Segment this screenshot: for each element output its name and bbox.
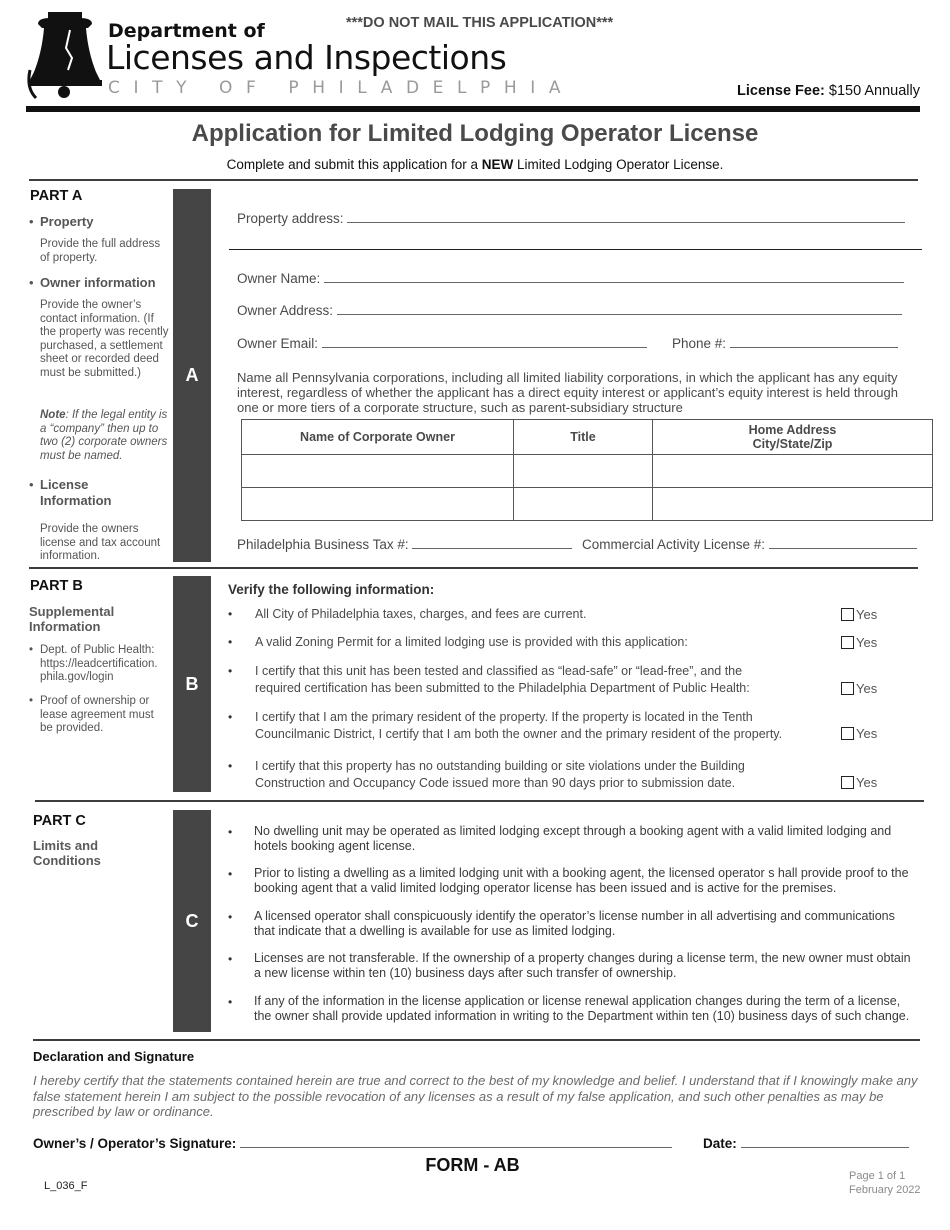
condition-item-3: A licensed operator shall conspicuously identify the operator’s license number in all advertising and communications that indicate that a dwelling is available for use as limited lodging. (254, 909, 895, 938)
phone-line[interactable] (730, 336, 898, 348)
commercial-activity-label: Commercial Activity License #: (582, 537, 766, 552)
revision-date: February 2022 (849, 1183, 921, 1196)
yes-label: Yes (856, 635, 878, 650)
property-address-label: Property address: (237, 211, 344, 226)
declaration-title: Declaration and Signature (33, 1049, 195, 1064)
condition-item-4: Licenses are not transferable. If the ownership of a property changes during a license term, the new owner must obtain a new license within ten (10) business days after such transfer of ownership. (254, 951, 911, 980)
business-tax-line[interactable] (412, 537, 572, 549)
yes-checkbox-primary-resident[interactable] (841, 726, 877, 741)
part-a-label: PART A (30, 188, 83, 204)
part-b-side-bullet-1 (29, 644, 168, 685)
bullet-dot: • (228, 867, 233, 881)
side-text-property: Provide the full address of property. (40, 238, 161, 264)
bullet-dot: • (228, 995, 233, 1009)
checkbox[interactable] (841, 682, 854, 695)
verify-item-violations (255, 758, 745, 791)
verify-item-primary-resident-line2: Councilmanic District, I certify that I am both the owner and the primary resident of the property. (255, 726, 783, 741)
license-fee-value: $150 Annually (828, 83, 920, 99)
owner-name-field[interactable] (237, 271, 904, 286)
bullet-dot: • (228, 710, 233, 724)
verify-item-primary-resident (255, 709, 782, 742)
yes-checkbox-zoning[interactable] (841, 635, 877, 650)
owner-email-line[interactable] (322, 336, 647, 348)
yes-label: Yes (856, 775, 878, 790)
table-header-row (242, 420, 933, 455)
commercial-activity-line[interactable] (769, 537, 917, 549)
note-text: : If the legal entity is a “company” then up to two (2) corporate owners must be named. (40, 409, 168, 462)
property-address-line-2[interactable] (229, 249, 922, 250)
header-home-address-line1: Home Address (748, 423, 837, 437)
verify-item-lead-safe (255, 663, 750, 696)
bullet-dot: • (228, 607, 233, 621)
yes-checkbox-taxes[interactable] (841, 607, 877, 622)
side-bullet-owner: • Owner information (40, 275, 156, 290)
date-line[interactable] (741, 1136, 909, 1148)
city-name: CITY OF PHILADELPHIA (108, 78, 575, 98)
owner-email-field[interactable] (237, 336, 647, 351)
bullet-dot: • (228, 952, 233, 966)
corporations-instructions: Name all Pennsylvania corporations, including all limited liability corporations, in which the applicant has any equity interest, regardless of whether the applicant has a direct equity interest or applicant’s equity interest is held through one or more tiers of a corporate structure, such as parent-subsidiary structure (237, 370, 898, 415)
license-fee-label: License Fee: (737, 83, 825, 99)
part-b-side-bullet-2 (29, 695, 168, 736)
note-label: Note (40, 409, 66, 421)
business-tax-label: Philadelphia Business Tax #: (237, 537, 409, 552)
page-number: Page 1 of 1 (849, 1170, 906, 1182)
department-line: Department of (108, 20, 265, 42)
corporate-owner-name-cell[interactable] (242, 455, 514, 488)
subtitle-text: Complete and submit this application for a (226, 157, 482, 172)
header-rule (26, 106, 920, 112)
corporate-owner-table (241, 419, 933, 521)
divider (33, 1039, 920, 1041)
business-tax-field[interactable] (237, 537, 572, 552)
checkbox[interactable] (841, 636, 854, 649)
page-info (849, 1170, 921, 1197)
form-title: FORM - AB (425, 1155, 520, 1175)
signature-label: Owner’s / Operator’s Signature: (33, 1136, 237, 1151)
table-row (242, 455, 933, 488)
checkbox[interactable] (841, 776, 854, 789)
verify-title: Verify the following information: (228, 582, 435, 597)
verify-item-zoning: A valid Zoning Permit for a limited lodging use is provided with this application: (255, 635, 688, 649)
part-b-bar: B (173, 576, 211, 792)
owner-address-field[interactable] (237, 303, 902, 318)
signature-line[interactable] (240, 1136, 672, 1148)
corporate-owner-name-cell[interactable] (242, 488, 514, 521)
side-note (40, 409, 172, 463)
side-bullet-property: • Property (40, 214, 93, 229)
yes-label: Yes (856, 726, 878, 741)
declaration-text: I hereby certify that the statements contained herein are true and correct to the best of my knowledge and belief. I understand that if I knowingly make any false statement herein I am subject to the possible revocation of any licenses as a result of my false application, and such other penalties as may be prescribed by law or ordinance. (33, 1073, 918, 1119)
part-c-bar: C (173, 810, 211, 1032)
verify-item-lead-safe-line1: I certify that this unit has been tested and classified as “lead-safe” or “lead-free”, and the (255, 664, 743, 678)
license-fee (737, 83, 920, 99)
proof-ownership-text: Proof of ownership or lease agreement must be provided. (40, 695, 154, 735)
part-b-subtitle: Supplemental Information (29, 604, 115, 634)
date-field[interactable] (703, 1136, 909, 1151)
commercial-activity-field[interactable] (582, 537, 917, 552)
phone-label: Phone #: (672, 336, 727, 351)
bullet-dot: • (228, 635, 233, 649)
owner-address-label: Owner Address: (237, 303, 334, 318)
part-b-label: PART B (30, 578, 83, 594)
verify-item-violations-line2: Construction and Occupancy Code issued more than 90 days prior to submission date. (255, 775, 736, 790)
bullet-dot: • (228, 759, 233, 773)
bullet-dot: • (228, 825, 233, 839)
header-home-address (653, 420, 933, 455)
part-c-subtitle: Limits and Conditions (33, 838, 101, 868)
subtitle-bold: NEW (481, 157, 514, 172)
part-c-label: PART C (33, 813, 86, 829)
condition-item-5: If any of the information in the license application or license renewal application changes during the term of a license, the owner shall provide updated information in writing to the Department within ten (10) business days of such change. (254, 994, 910, 1023)
side-bullet-license: • License Information (40, 477, 140, 508)
bullet-dot: • (29, 695, 34, 707)
yes-label: Yes (856, 681, 878, 696)
divider (29, 179, 918, 181)
side-text-license: Provide the owners license and tax account information. (40, 523, 161, 563)
condition-item-2: Prior to listing a dwelling as a limited lodging unit with a booking agent, the licensed operator s hall provide proof to the booking agent that a valid limited lodging operator license has been issued and is active for the premises. (254, 866, 909, 895)
checkbox[interactable] (841, 608, 854, 621)
corporate-owner-title-cell[interactable] (514, 455, 653, 488)
page-subtitle (0, 157, 950, 172)
owner-address-line[interactable] (337, 303, 902, 315)
verify-item-taxes: All City of Philadelphia taxes, charges, and fees are current. (255, 607, 587, 621)
corporate-owner-title-cell[interactable] (514, 488, 653, 521)
side-text-owner: Provide the owner’s contact information. (If the property was recently purchased, a settlement sheet or recorded deed must be submitted.) (40, 299, 169, 379)
owner-name-line[interactable] (324, 271, 904, 283)
do-not-mail-notice: ***DO NOT MAIL THIS APPLICATION*** (346, 15, 614, 31)
checkbox[interactable] (841, 727, 854, 740)
date-label: Date: (703, 1136, 737, 1151)
liberty-bell-icon (26, 10, 104, 100)
phone-field[interactable] (672, 336, 898, 351)
signature-field[interactable] (33, 1136, 672, 1151)
divider (29, 567, 918, 569)
bullet-dot: • (228, 910, 233, 924)
owner-name-label: Owner Name: (237, 271, 321, 286)
department-name: Licenses and Inspections (106, 38, 507, 77)
property-address-field[interactable] (237, 211, 905, 226)
header-title: Title (514, 420, 653, 455)
header-corporate-owner: Name of Corporate Owner (242, 420, 514, 455)
corporate-owner-address-cell[interactable] (653, 455, 933, 488)
yes-checkbox-lead-safe[interactable] (841, 681, 877, 696)
bullet-dot: • (29, 644, 34, 656)
table-row (242, 488, 933, 521)
verify-item-primary-resident-line1: I certify that I am the primary resident of the property. If the property is located in the Tenth (255, 710, 753, 724)
header-home-address-line2: City/State/Zip (752, 437, 833, 451)
yes-checkbox-violations[interactable] (841, 775, 877, 790)
verify-item-violations-line1: I certify that this property has no outstanding building or site violations under the Building (255, 759, 745, 773)
bullet-dot: • (228, 664, 233, 678)
divider (35, 800, 924, 802)
public-health-link-text: Dept. of Public Health: https://leadcertification. phila.gov/login (40, 644, 158, 684)
owner-email-label: Owner Email: (237, 336, 319, 351)
subtitle-text-end: Limited Lodging Operator License. (513, 157, 724, 172)
corporate-owner-address-cell[interactable] (653, 488, 933, 521)
page-title: Application for Limited Lodging Operator License (191, 120, 759, 147)
verify-item-lead-safe-line2: required certification has been submitted to the Philadelphia Department of Public Health: (255, 680, 750, 695)
part-a-bar: A (173, 189, 211, 562)
form-code: L_036_F (44, 1180, 88, 1192)
yes-label: Yes (856, 607, 878, 622)
property-address-line[interactable] (347, 211, 905, 223)
condition-item-1: No dwelling unit may be operated as limited lodging except through a booking agent with a valid limited lodging and hotels booking agent license. (254, 824, 892, 853)
